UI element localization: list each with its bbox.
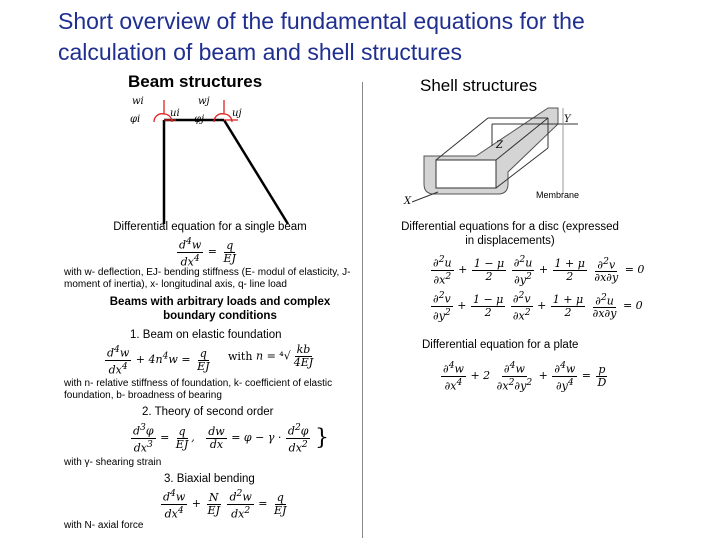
elastic-with: with: [228, 350, 253, 363]
single-beam-note: with w- deflection, EJ- bending stiffness (E- modul of elasticity, J- moment of inertia), x- longitudinal axis, q- line load: [64, 267, 351, 290]
label-x: X: [404, 196, 412, 207]
elastic-n-equation: n = ⁴√ $\frac{kb}{4EJ}$: [256, 343, 314, 369]
elastic-note: with n- relative stiffness of foundation, k- coefficient of elastic foundation, b- broadness of bearing: [64, 378, 333, 401]
frame-inclined-column: [224, 120, 288, 224]
beam-heading: Beam structures: [128, 72, 263, 91]
second-order-equations: $\frac{d^3\varphi}{dx^3}$ = $\frac{q}{EJ}$ , $\frac{dw}{dx}$ = φ − γ · $\frac{d^2\varphi}{dx^2}$ }: [133, 422, 329, 455]
single-beam-title: Differential equation for a single beam: [113, 221, 307, 233]
second-order-title: 2. Theory of second order: [142, 406, 274, 418]
second-order-note: with γ- shearing strain: [64, 457, 162, 468]
elastic-equation: $\frac{d^4w}{dx^4}$ + $4n^4w$ = $\frac{q}{EJ}$: [107, 344, 210, 377]
label-wj: wj: [198, 96, 210, 107]
label-z: Z: [496, 140, 503, 151]
disc-title: Differential equations for a disc (expressed in displacements): [401, 221, 619, 247]
label-membrane: Membrane: [536, 190, 580, 200]
biaxial-equation: $\frac{d^4w}{dx^4}$ + $\frac{N}{EJ}$ $\frac{d^2w}{dx^2}$ = $\frac{q}{EJ}$: [163, 488, 287, 521]
label-y: Y: [564, 114, 571, 125]
label-ui: ui: [170, 108, 180, 119]
disc-equation-1: $\frac{\partial^2u}{\partial x^2}$ + $\frac{1 - \mu}{2}$ $\frac{\partial^2u}{\partial y^2}$ + $\frac{1 + \mu}{2}$ $\frac{\partial^2v}{\partial x\partial y}$ = 0: [433, 254, 645, 287]
page-title: Short overview of the fundamental equations for the calculation of beam and shell structures: [58, 8, 585, 65]
disc-equation-2: $\frac{\partial^2v}{\partial y^2}$ + $\frac{1 - \mu}{2}$ $\frac{\partial^2v}{\partial x^2}$ + $\frac{1 + \mu}{2}$ $\frac{\partial^2u}{\partial x\partial y}$ = 0: [433, 290, 643, 323]
plate-title: Differential equation for a plate: [422, 339, 579, 351]
shell-box-figure: [398, 98, 588, 210]
shell-front-face: [436, 160, 496, 188]
column-divider: [362, 82, 363, 538]
label-wi: wi: [132, 96, 144, 107]
biaxial-note: with N- axial force: [64, 520, 144, 531]
label-uj: uj: [232, 108, 242, 119]
shell-heading: Shell structures: [420, 76, 538, 95]
label-phii: φi: [130, 114, 141, 125]
beam-frame-figure: [128, 92, 308, 232]
plate-equation: $\frac{\partial^4w}{\partial x^4}$ + 2 $\frac{\partial^4w}{\partial x^2\partial y^2}$ + $\frac{\partial^4w}{\partial y^4}$ = $\frac{p}{D}$: [443, 360, 607, 393]
label-phij: φj: [194, 114, 205, 125]
elastic-title: 1. Beam on elastic foundation: [130, 329, 282, 341]
arbitrary-title: Beams with arbitrary loads and complex boundary conditions: [109, 296, 331, 322]
biaxial-title: 3. Biaxial bending: [164, 473, 255, 485]
axis-x: [412, 192, 438, 202]
single-beam-equation: $\frac{d^4w}{dx^4}$ = $\frac{q}{EJ}$: [179, 236, 236, 269]
